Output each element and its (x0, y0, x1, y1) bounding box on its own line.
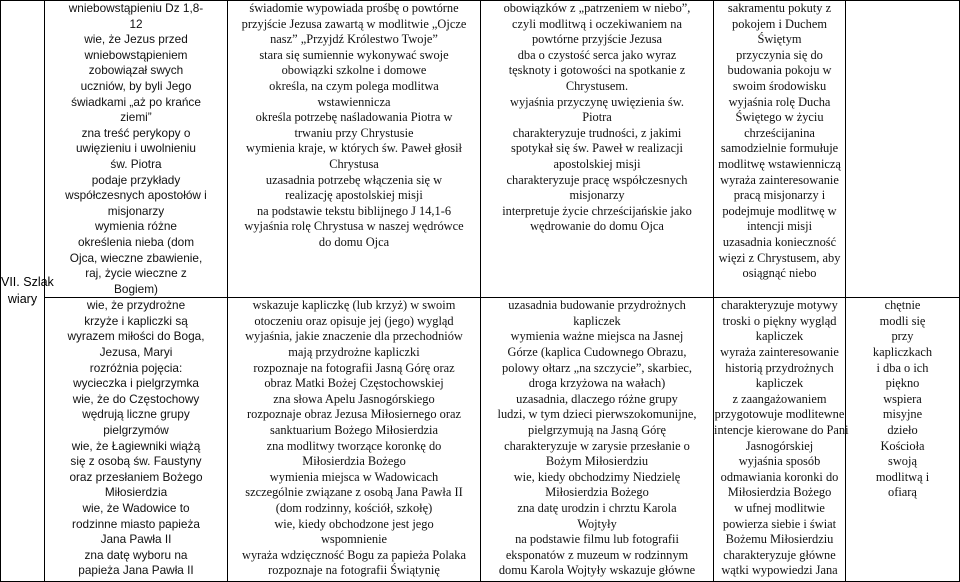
text-line: ofiarą (888, 485, 917, 500)
text-line: wątki wypowiedzi Jana (721, 563, 838, 578)
text-line: określenia nieba (dom (77, 234, 195, 249)
text-line: charakteryzuje główne (723, 547, 836, 562)
text-line: interpretuje życie chrześcijańskie jako (502, 203, 692, 218)
text-line: samodzielnie formułuje (720, 141, 839, 156)
text-line: przygotowuje modlitewne (714, 407, 845, 422)
text-line: charakteryzuje pracę współczesnych (506, 172, 688, 187)
text-line: krzyże i kapliczki są (84, 313, 188, 328)
text-line: otoczeniu oraz opisuje jej (jego) wygląd (254, 313, 454, 328)
text-line: Świętym (757, 32, 802, 47)
text-line: nasz” „Przyjdź Królestwo Twoje” (270, 32, 438, 47)
text-line: kapliczek (573, 313, 621, 328)
text-line: Miłosierdzia Bożego (727, 485, 832, 500)
text-line: wspiera (883, 391, 922, 406)
text-line: uzasadnia budowanie przydrożnych (508, 298, 686, 313)
text-line: budowania pokoju w (727, 63, 832, 78)
text-line: wie, że Jezus przed (84, 32, 188, 47)
full-requirements-cell (481, 298, 714, 582)
text-line: intencji misji (746, 219, 813, 234)
text-line: zna modlitwy tworzące koronkę do (266, 438, 442, 453)
text-line: obowiązków z „patrzeniem w niebo”, (503, 1, 691, 15)
text-line: czyli modlitwą i oczekiwaniem na (512, 16, 682, 31)
text-line: kapliczek (755, 329, 804, 344)
text-line: sanktuarium Bożego Miłosierdzia (270, 423, 438, 438)
text-line: chętnie (884, 298, 921, 313)
text-line: uczniów, by byli Jego (80, 78, 192, 93)
text-line: piękno (885, 376, 920, 391)
text-line: odmawiania koronki do (720, 469, 839, 484)
text-line: szczególnie związane z osobą Jana Pawła II (245, 485, 463, 500)
text-line: Jasnogórskiej (745, 438, 814, 453)
text-line: Chrystusa (329, 156, 379, 171)
text-line: droga krzyżowa na wałach) (528, 376, 666, 391)
text-line: misjonarzy (107, 203, 165, 218)
text-line: wniebowstąpieniem (84, 47, 188, 62)
advanced-requirements-cell (714, 298, 849, 582)
text-line: historią przydrożnych (725, 360, 834, 375)
text-line: Miłosierdzia Bożego (302, 454, 406, 469)
text-line: Bogiem) (114, 281, 158, 296)
text-line: chrześcijanina (744, 125, 815, 140)
text-line: rozróżnia pojęcia: (89, 360, 183, 375)
text-line: wie, kiedy obchodzimy Niedzielę (513, 469, 681, 484)
text-line: zna datę wyboru na (84, 547, 188, 562)
text-line: podaje przykłady (91, 172, 181, 187)
text-line: modli się (879, 313, 926, 328)
text-line: wyrazem miłości do Boga, (67, 329, 205, 344)
text-line: papieża Jana Pawła II (78, 563, 194, 578)
text-line: i dba o ich (876, 360, 929, 375)
text-line: wyjaśnia sposób (738, 454, 821, 469)
text-line: obraz Matki Bożej Częstochowskiej (264, 376, 444, 391)
table-row (1, 1, 960, 298)
text-line: (dom rodzinny, kościół, szkołę) (275, 501, 433, 515)
text-line: na podstawie filmu lub fotografii (515, 532, 679, 547)
text-line: rozpoznaje na fotografii Jasną Górę oraz (253, 360, 455, 375)
text-line: z zaangażowaniem (732, 391, 827, 406)
text-line: rozpoznaje obraz Jezusa Miłosiernego oraz (247, 407, 461, 422)
text-line: dzieło (887, 423, 918, 438)
text-line: zna słowa Apelu Jasnogórskiego (273, 391, 435, 406)
text-line: sakramentu pokuty z (727, 1, 832, 15)
text-line: obowiązki szkolne i domowe (281, 63, 427, 78)
text-line: Kościoła (880, 438, 925, 453)
text-line: uzasadnia konieczność (722, 234, 837, 249)
text-line: Chrystusem. (565, 78, 629, 93)
text-line: wymienia kraje, w których św. Paweł głosił (246, 141, 462, 156)
text-line: wymienia miejsca w Wadowicach (269, 469, 439, 484)
text-line: zna datę urodzin i chrztu Karola (517, 501, 677, 515)
text-line: pracą misjonarzy i (733, 188, 826, 203)
text-line: swoją (888, 454, 917, 469)
text-line: mają przydrożne kapliczki (288, 345, 420, 360)
text-line: apostolskiej misji (553, 156, 641, 171)
text-line: przy (891, 329, 914, 344)
text-line: trwaniu przy Chrystusie (294, 125, 414, 140)
text-line: charakteryzuje trudności, z jakimi (512, 125, 682, 140)
text-line: wyraża zainteresowanie (720, 345, 839, 360)
text-line: współczesnych apostołów i (65, 188, 207, 203)
text-line: dba o czystość serca jako wyraz (517, 47, 677, 62)
text-line: do domu Ojca (318, 234, 390, 249)
text-line: Wojtyły (577, 516, 617, 531)
text-line: uzasadnia, dlaczego różne grupy (516, 391, 678, 406)
text-line: wie, że przydrożne (86, 298, 186, 313)
text-line: ludzi, w tym dzieci pierwszokomunijne, (497, 407, 697, 422)
text-line: wniebowstąpieniu Dz 1,8- (68, 1, 204, 15)
advanced-requirements-cell (714, 1, 846, 298)
attitudes-cell (846, 1, 960, 298)
text-line: wspomnienie (320, 532, 388, 547)
text-line: wstawiennicza (317, 94, 391, 109)
text-line: więzi z Chrystusem, aby (718, 250, 841, 265)
text-line: pielgrzymów (103, 423, 169, 438)
text-line: na podstawie tekstu biblijnego J 14,1-6 (256, 203, 452, 218)
text-line: Górze (kaplica Cudownego Obrazu, (507, 345, 687, 360)
text-line: realizację apostolskiej misji (285, 188, 423, 203)
text-line: pielgrzymują na Jasną Górę (528, 423, 666, 438)
text-line: wyjaśnia, jakie znaczenie dla przechodniów (245, 329, 463, 344)
text-line: pokojem i Duchem (732, 16, 827, 31)
text-line: przyczynia się do (736, 47, 823, 62)
text-line: wyjaśnia przyczynę uwięzienia św. (510, 94, 684, 109)
section-label-line1: VII. Szlak (1, 275, 54, 290)
text-line: Bożym Miłosierdziu (545, 454, 649, 469)
text-line: ziemi” (120, 110, 152, 125)
text-line: oraz przesłaniem Bożego (69, 469, 203, 484)
text-line: zna treść perykopy o (81, 125, 191, 140)
text-line: wie, że Łagiewniki wiążą (71, 438, 201, 453)
text-line: Bożemu Miłosierdziu (725, 532, 834, 547)
text-line: modlitwą i (875, 469, 930, 484)
text-line: spotykał się św. Paweł w realizacji (511, 141, 683, 156)
full-requirements-cell (481, 1, 714, 298)
text-line: eksponatów z muzeum w rodzinnym (505, 547, 689, 562)
attitudes-cell (846, 298, 960, 582)
text-line: wyjaśnia rolę Ducha (728, 94, 831, 109)
text-line: osiągnąć niebo (742, 266, 817, 281)
extended-requirements-cell (228, 1, 481, 298)
text-line: wie, kiedy obchodzone jest jego (274, 516, 434, 531)
text-line: charakteryzuje w zarysie przesłanie o (504, 438, 690, 453)
text-line: się z osobą św. Faustyny (70, 454, 202, 469)
text-line: rozpoznaje na fotografii Świątynię (268, 563, 440, 578)
text-line: świadomie wypowiada prośbę o powtórne (249, 1, 459, 15)
text-line: intencje kierowane do Pani (714, 423, 849, 438)
text-line: przyjście Jezusa zawartą w modlitwie „Ojcze (241, 16, 467, 31)
text-line: polowy ołtarz „na szczycie”, skarbiec, (502, 360, 692, 375)
text-line: wędrują liczne grupy (82, 407, 190, 422)
text-line: swoim środowisku (732, 78, 827, 93)
text-line: raj, życie wieczne z (85, 266, 187, 281)
text-line: wskazuje kapliczkę (lub krzyż) w swoim (252, 298, 456, 313)
text-line: wymienia ważne miejsca na Jasnej (510, 329, 684, 344)
text-line: Jezusa, Maryi (99, 345, 173, 360)
text-line: powtórne przyjście Jezusa (531, 32, 663, 47)
text-line: troski o piękny wygląd (722, 313, 837, 328)
text-line: świadkami „aż po krańce (71, 94, 201, 109)
text-line: wyraża zainteresowanie (720, 172, 839, 187)
text-line: wie, że do Częstochowy (72, 391, 200, 406)
text-line: wycieczka i pielgrzymka (73, 376, 199, 391)
text-line: modlitwę wstawienniczą (718, 156, 841, 171)
text-line: określa potrzebę naśladowania Piotra w (255, 110, 453, 125)
text-line: wędrowanie do domu Ojca (530, 219, 664, 234)
text-line: określa, na czym polega modlitwa (269, 78, 439, 93)
text-line: charakteryzuje motywy (721, 298, 838, 313)
basic-requirements-cell (45, 298, 228, 582)
text-line: kapliczek (755, 376, 804, 391)
text-line: Miłosierdzia (104, 485, 168, 500)
text-line: misyjne (882, 407, 923, 422)
section-label-line2: wiary (7, 292, 38, 307)
text-line: tęsknoty i gotowości na spotkanie z (508, 63, 686, 78)
text-line: uwięzieniu i uwolnieniu (75, 141, 196, 156)
section-cell (1, 1, 54, 582)
text-line: św. Piotra (110, 156, 162, 171)
text-line: misjonarzy (569, 188, 625, 203)
text-line: Jana Pawła II (100, 532, 172, 547)
text-line: powierza siebie i świat (722, 516, 837, 531)
basic-requirements-cell (45, 1, 228, 298)
text-line: wyjaśnia rolę Chrystusa w naszej wędrówce (244, 219, 464, 234)
extended-requirements-cell (228, 298, 481, 582)
text-line: uzasadnia potrzebę włączenia się w (265, 172, 443, 187)
text-line: zobowiązał swych (88, 63, 184, 78)
text-line: 12 (129, 16, 143, 31)
text-line: podejmuje modlitwę w (722, 203, 837, 218)
text-line: wymienia różne (95, 219, 177, 234)
text-line: w ufnej modlitwie (734, 501, 825, 515)
text-line: stara się sumiennie wykonywać swoje (259, 47, 449, 62)
text-line: kapliczkach (872, 345, 933, 360)
table-row (1, 298, 960, 582)
text-line: rodzinne miasto papieża (72, 516, 200, 531)
text-line: wie, że Wadowice to (82, 501, 190, 515)
text-line: domu Karola Wojtyły wskazuje główne (498, 563, 696, 578)
text-line: wyraża wdzięczność Bogu za papieża Polaka (242, 547, 466, 562)
text-line: Ojca, wieczne zbawienie, (69, 250, 203, 265)
text-line: Miłosierdzia Bożego (545, 485, 649, 500)
text-line: Świętego w życiu (735, 110, 824, 125)
text-line: Piotra (582, 110, 612, 125)
